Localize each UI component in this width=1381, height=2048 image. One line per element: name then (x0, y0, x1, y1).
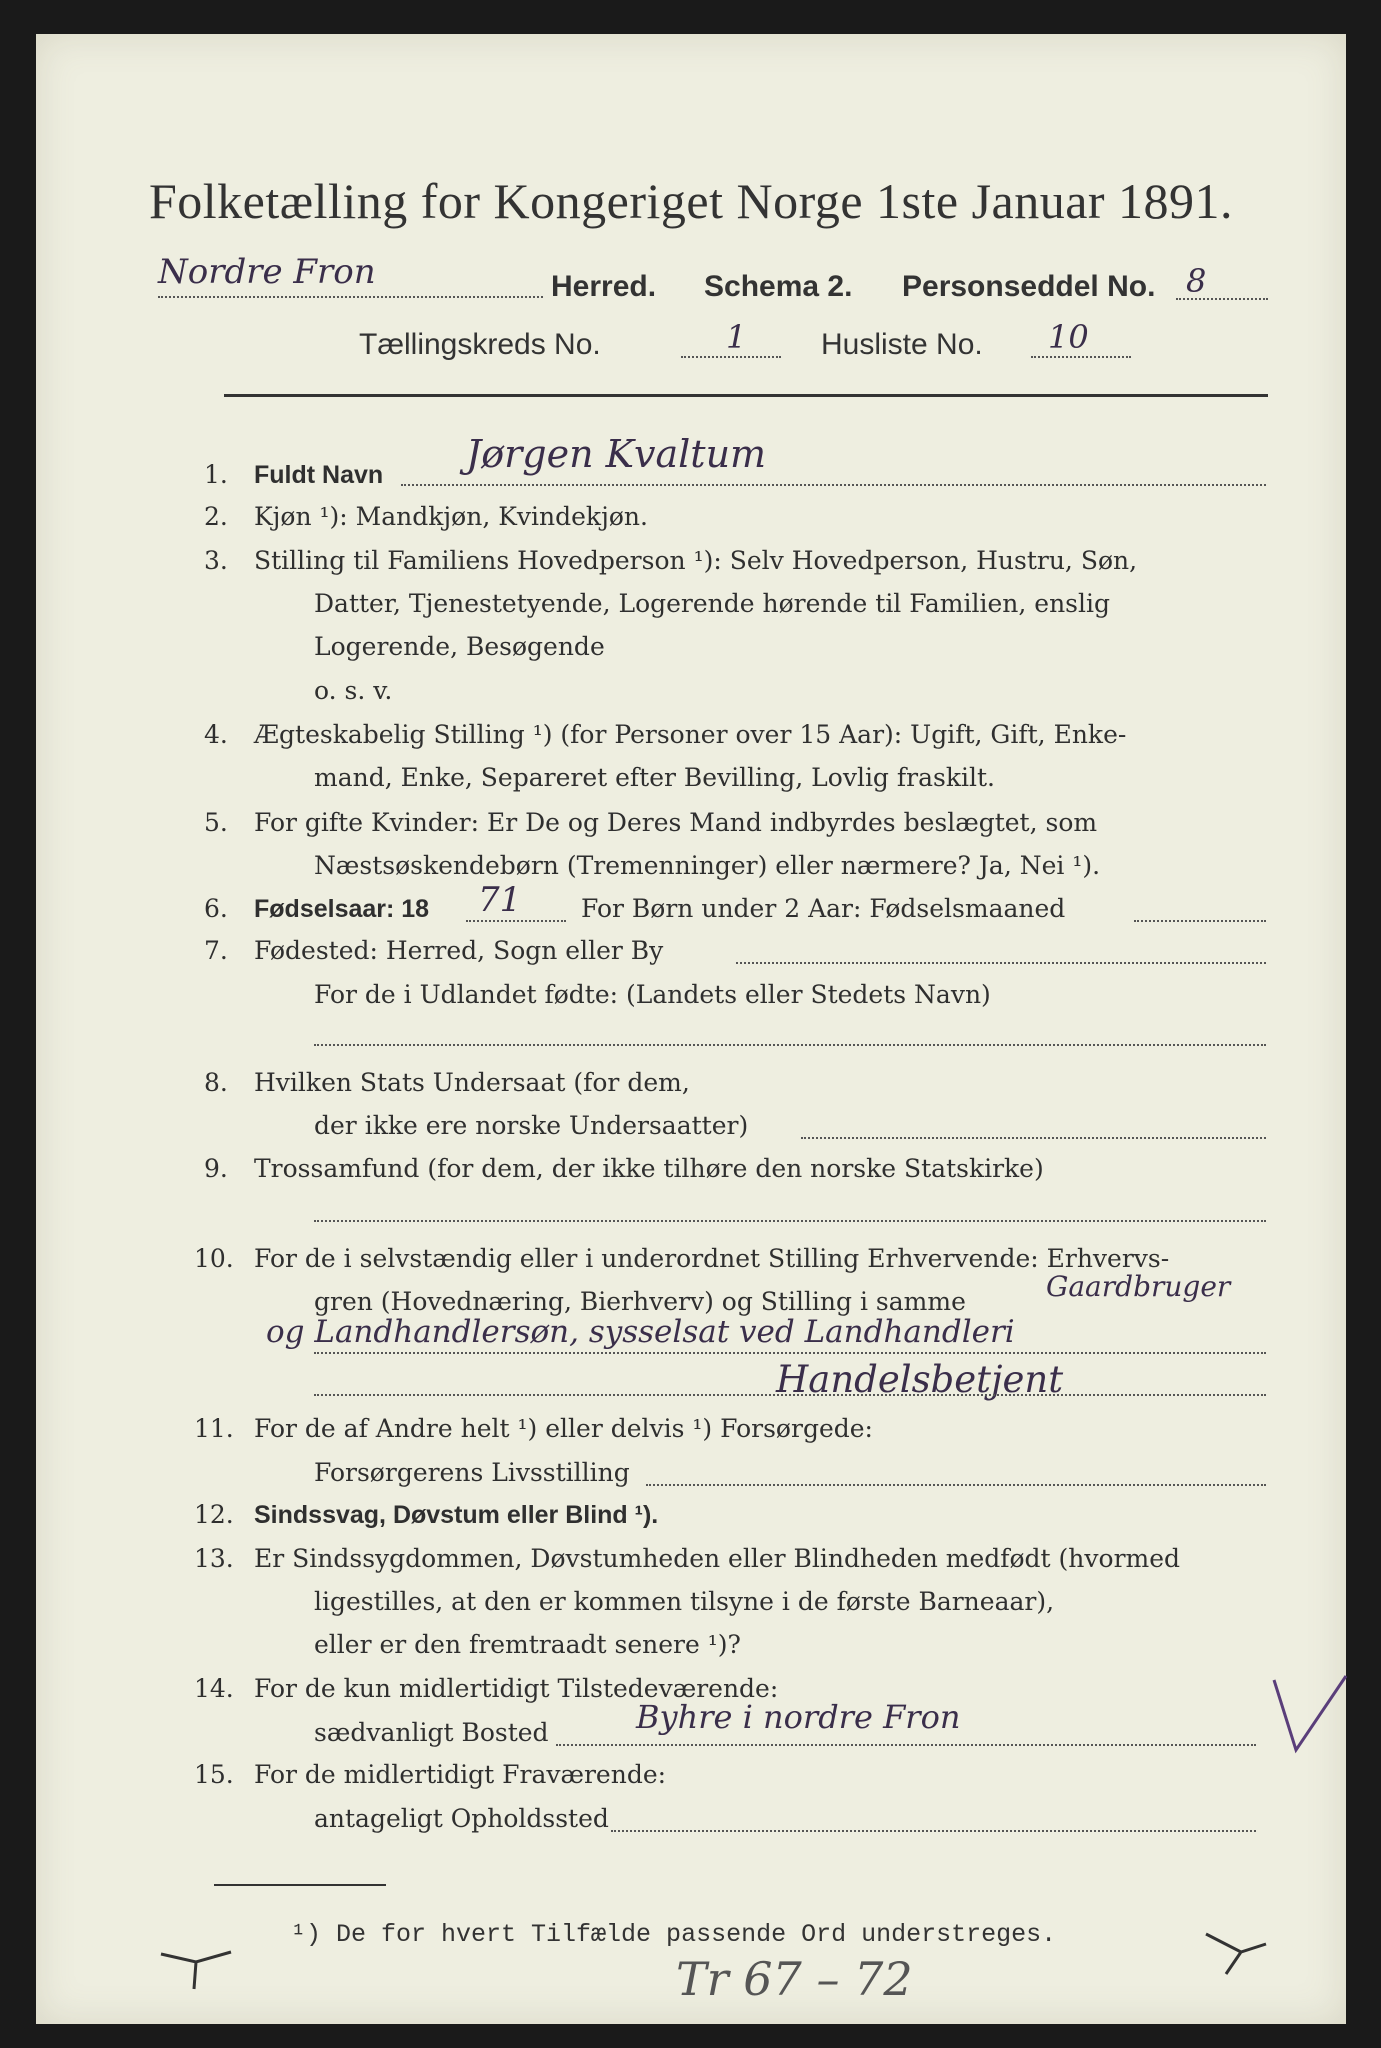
item-13-number: 13. (194, 1544, 234, 1573)
taellingskreds-label: Tællingskreds No. (359, 328, 601, 361)
item-14-value: Byhre i nordre Fron (636, 1698, 961, 1736)
item-3-number: 3. (204, 546, 228, 575)
item-3-text-2: Datter, Tjenestetyende, Logerende hørende til Familien, enslig (314, 589, 1111, 618)
item-7-text-2: For de i Udlandet fødte: (Landets eller Stedets Navn) (314, 980, 991, 1009)
item-6-text-2: For Børn under 2 Aar: Fødselsmaaned (581, 894, 1066, 923)
item-13-text-3: eller er den fremtraadt senere ¹)? (314, 1630, 741, 1659)
item-1-label: Fuldt Navn (254, 461, 384, 489)
taellingskreds-value: 1 (726, 318, 747, 356)
item-10-dotline (314, 1352, 1266, 1354)
item-1-value: Jørgen Kvaltum (466, 432, 767, 476)
item-10-text-2: gren (Hovednæring, Bierhverv) og Stilling i samme (314, 1287, 966, 1316)
item-3-text-3: Logerende, Besøgende (314, 632, 605, 661)
schema-label: Schema 2. (704, 270, 853, 303)
personseddel-value: 8 (1186, 262, 1207, 300)
item-10-number: 10. (194, 1244, 234, 1273)
herred-dotline (158, 296, 543, 298)
bottom-pencil-note: Tr 67 – 72 (676, 1952, 913, 2006)
herred-label: Herred. (551, 270, 657, 303)
item-13-text: Er Sindssygdommen, Døvstumheden eller Blindheden medfødt (hvormed (254, 1544, 1181, 1573)
item-15-text-2: antageligt Opholdssted (314, 1804, 609, 1833)
item-10-value: Gaardbruger (1046, 1270, 1231, 1303)
item-9-number: 9. (204, 1154, 228, 1183)
item-1-number: 1. (204, 460, 228, 489)
form-title: Folketælling for Kongeriget Norge 1ste Januar 1891. (148, 173, 1234, 229)
item-2-number: 2. (204, 502, 228, 531)
item-8-text-2: der ikke ere norske Undersaatter) (314, 1111, 749, 1140)
item-14-text: For de kun midlertidigt Tilstedeværende: (254, 1674, 779, 1703)
footnote-rule (214, 1884, 386, 1886)
item-11-text: For de af Andre helt ¹) eller delvis ¹) Forsørgede: (254, 1414, 873, 1443)
item-8-text: Hvilken Stats Undersaat (for dem, (254, 1068, 690, 1097)
item-11-text-2: Forsørgerens Livsstilling (314, 1458, 630, 1487)
census-form-sheet (36, 34, 1346, 2024)
item-4-text-2: mand, Enke, Separeret efter Bevilling, Lovlig fraskilt. (314, 763, 995, 792)
item-8-dotline (801, 1137, 1266, 1139)
item-12-text: Sindssvag, Døvstum eller Blind ¹). (254, 1501, 659, 1529)
checkmark-icon (1266, 1670, 1356, 1760)
personseddel-label: Personseddel No. (902, 270, 1156, 303)
item-15-dotline (611, 1830, 1256, 1832)
item-9-dotline (314, 1220, 1266, 1222)
item-7-number: 7. (204, 936, 228, 965)
item-7-text: Fødested: Herred, Sogn eller By (254, 936, 664, 965)
item-6-dotline-2 (1134, 920, 1266, 922)
item-5-text-2: Næstsøskendebørn (Tremenninger) eller nærmere? Ja, Nei ¹). (314, 851, 1101, 880)
item-13-text-2: ligestilles, at den er kommen tilsyne i de første Barneaar), (314, 1587, 1055, 1616)
item-2-text: Kjøn ¹): Mandkjøn, Kvindekjøn. (254, 502, 648, 531)
item-6-text: Fødselsaar: 18 (254, 895, 430, 923)
item-10-value-3: Handelsbetjent (776, 1358, 1064, 1401)
item-9-text: Trossamfund (for dem, der ikke tilhøre den norske Statskirke) (254, 1154, 1044, 1183)
item-11-number: 11. (194, 1414, 234, 1443)
item-15-text: For de midlertidigt Fraværende: (254, 1760, 667, 1789)
item-10-value-2: og Landhandlersøn, sysselsat ved Landhandleri (266, 1314, 1015, 1350)
husliste-value: 10 (1048, 318, 1089, 356)
item-10-text: For de i selvstændig eller i underordnet Stilling Erhvervende: Erhvervs- (254, 1244, 1170, 1273)
personseddel-dotline (1176, 298, 1268, 300)
husliste-dotline (1031, 356, 1131, 358)
item-5-number: 5. (204, 808, 228, 837)
item-8-number: 8. (204, 1068, 228, 1097)
item-12-number: 12. (194, 1500, 234, 1529)
item-11-dotline (646, 1484, 1266, 1486)
header-rule (224, 394, 1268, 397)
herred-value: Nordre Fron (158, 252, 376, 292)
taellingskreds-dotline (681, 356, 781, 358)
item-6-number: 6. (204, 894, 228, 923)
item-14-dotline (556, 1744, 1256, 1746)
item-3-text-4: o. s. v. (314, 676, 393, 705)
item-1-dotline (401, 484, 1266, 486)
item-14-text-2: sædvanligt Bosted (314, 1718, 549, 1747)
item-4-number: 4. (204, 720, 228, 749)
item-6-value: 71 (478, 880, 522, 920)
item-3-text: Stilling til Familiens Hovedperson ¹): Selv Hovedperson, Hustru, Søn, (254, 546, 1138, 575)
item-5-text: For gifte Kvinder: Er De og Deres Mand indbyrdes beslægtet, som (254, 808, 1098, 837)
corner-mark-left-icon (156, 1934, 236, 1994)
item-7-dotline-2 (314, 1044, 1266, 1046)
item-10-dotline-2 (314, 1394, 1266, 1396)
item-6-dotline (466, 920, 566, 922)
husliste-label: Husliste No. (821, 328, 983, 361)
item-15-number: 15. (194, 1760, 234, 1789)
footnote: ¹) De for hvert Tilfælde passende Ord understreges. (291, 1920, 1057, 1949)
item-4-text: Ægteskabelig Stilling ¹) (for Personer over 15 Aar): Ugift, Gift, Enke- (254, 720, 1127, 749)
item-7-dotline (736, 962, 1266, 964)
corner-mark-right-icon (1196, 1924, 1276, 1984)
item-14-number: 14. (194, 1674, 234, 1703)
